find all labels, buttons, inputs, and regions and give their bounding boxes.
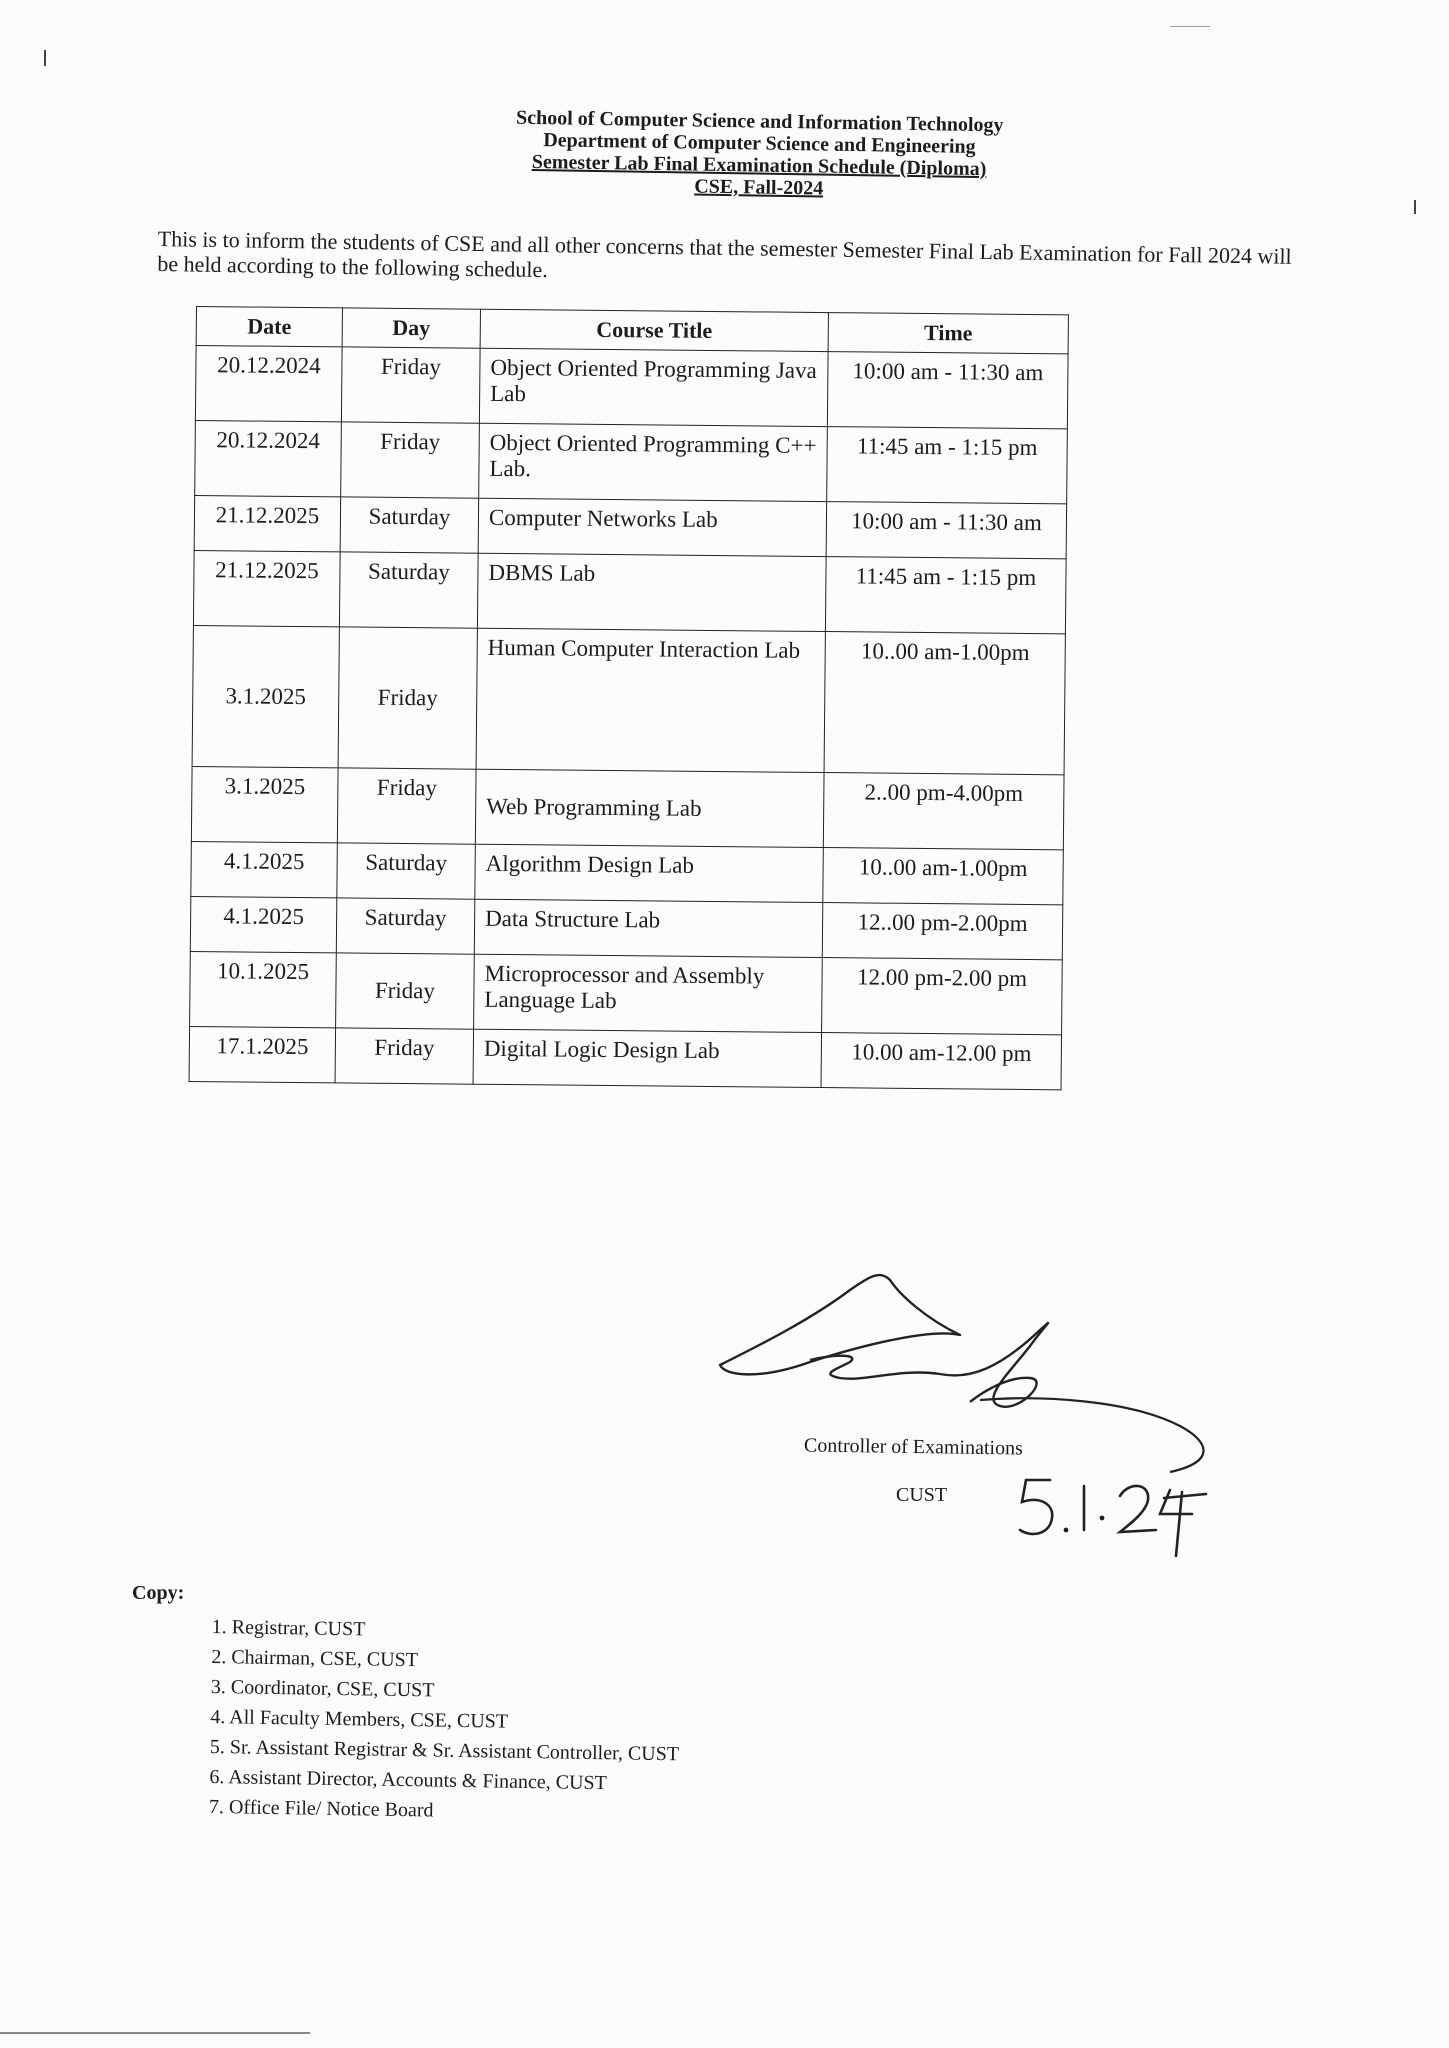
scan-edge (0, 2032, 310, 2034)
list-item: 3. Coordinator, CSE, CUST (210, 1675, 435, 1702)
table-row (191, 766, 1064, 849)
cell-time: 11:45 am - 1:15 pm (827, 427, 1068, 504)
cell-time: 12..00 pm-2.00pm (822, 903, 1063, 960)
department-name: Department of Computer Science and Engineering (543, 129, 976, 158)
schedule-table (189, 306, 1069, 1090)
cell-day: Friday (338, 627, 477, 769)
cell-date: 21.12.2025 (193, 550, 340, 626)
cell-date: 10.1.2025 (190, 951, 337, 1027)
cell-course: Data Structure Lab (474, 899, 823, 957)
cell-time: 10.00 am-12.00 pm (821, 1033, 1062, 1090)
cell-day: Friday (335, 1028, 474, 1084)
scan-mark (1170, 26, 1210, 27)
cell-course: Microprocessor and Assembly Language Lab (474, 954, 823, 1032)
cell-course: DBMS Lab (477, 553, 826, 631)
school-name: School of Computer Science and Information Technology (515, 106, 1004, 137)
cell-course: Digital Logic Design Lab (473, 1029, 822, 1087)
table-row (190, 896, 1062, 959)
schedule-title: Semester Lab Final Examination Schedule (Diploma) (531, 150, 987, 181)
list-item: 7. Office File/ Notice Board (208, 1795, 434, 1822)
cell-day: Saturday (337, 843, 476, 899)
cell-time: 11:45 am - 1:15 pm (825, 557, 1066, 634)
cell-day: Saturday (340, 497, 479, 553)
cell-date: 21.12.2025 (194, 495, 341, 551)
cell-time: 10:00 am - 11:30 am (826, 502, 1067, 559)
cell-day: Friday (341, 347, 480, 423)
scan-mark (44, 50, 46, 66)
cell-day: Saturday (336, 898, 475, 954)
cell-course: Object Oriented Programming C++ Lab. (479, 423, 828, 501)
list-item: 4. All Faculty Members, CSE, CUST (210, 1705, 509, 1733)
cell-day: Friday (337, 768, 476, 844)
cell-time: 2..00 pm-4.00pm (823, 773, 1064, 850)
cell-day: Friday (336, 953, 475, 1029)
cell-day: Saturday (339, 552, 478, 628)
column-header-date: Date (196, 307, 342, 347)
cell-course: Algorithm Design Lab (475, 844, 824, 902)
table-row (189, 1026, 1061, 1089)
intro-paragraph: This is to inform the students of CSE and all other concerns that the semester Semester Final Lab Examination for Fall 2024 will be held according to the following schedule. (157, 226, 1292, 283)
list-item: 5. Sr. Assistant Registrar & Sr. Assistant Controller, CUST (209, 1735, 680, 1766)
cell-time: 12.00 pm-2.00 pm (822, 958, 1063, 1035)
copy-label: Copy: (132, 1582, 185, 1604)
cell-day: Friday (341, 422, 480, 498)
list-item: 6. Assistant Director, Accounts & Finance, CUST (209, 1765, 608, 1795)
handwritten-date (1010, 1456, 1250, 1576)
cell-time: 10:00 am - 11:30 am (827, 352, 1068, 429)
table-row (192, 625, 1065, 774)
table-row (193, 550, 1066, 633)
cell-course: Object Oriented Programming Java Lab (479, 348, 828, 426)
column-header-course-title: Course Title (480, 309, 828, 351)
cell-date: 4.1.2025 (191, 841, 338, 897)
cell-date: 17.1.2025 (189, 1026, 336, 1082)
signatory-title: Controller of Examinations (803, 1434, 1024, 1460)
table-row (194, 495, 1066, 558)
table-row (191, 841, 1063, 904)
cell-time: 10..00 am-1.00pm (823, 848, 1064, 905)
column-header-time: Time (828, 313, 1068, 354)
table-row (195, 346, 1068, 429)
table-row (195, 420, 1068, 503)
cell-course: Web Programming Lab (475, 769, 824, 847)
cell-course: Human Computer Interaction Lab (476, 628, 825, 772)
cell-date: 3.1.2025 (191, 766, 338, 842)
copy-distribution-list (209, 1612, 681, 1829)
list-item: 2. Chairman, CSE, CUST (211, 1645, 419, 1672)
cell-course: Computer Networks Lab (478, 498, 827, 556)
cell-date: 20.12.2024 (195, 420, 342, 496)
column-header-day: Day (342, 308, 480, 348)
term-title: CSE, Fall-2024 (694, 175, 824, 200)
schedule-table-wrapper (189, 306, 1069, 1090)
scan-mark (1414, 200, 1416, 214)
signatory-org: CUST (896, 1484, 948, 1506)
table-row (190, 951, 1063, 1034)
cell-date: 3.1.2025 (192, 625, 339, 767)
document-header (469, 106, 1050, 203)
cell-date: 20.12.2024 (195, 346, 342, 422)
cell-date: 4.1.2025 (190, 896, 337, 952)
list-item: 1. Registrar, CUST (211, 1615, 366, 1641)
cell-time: 10..00 am-1.00pm (824, 632, 1065, 775)
